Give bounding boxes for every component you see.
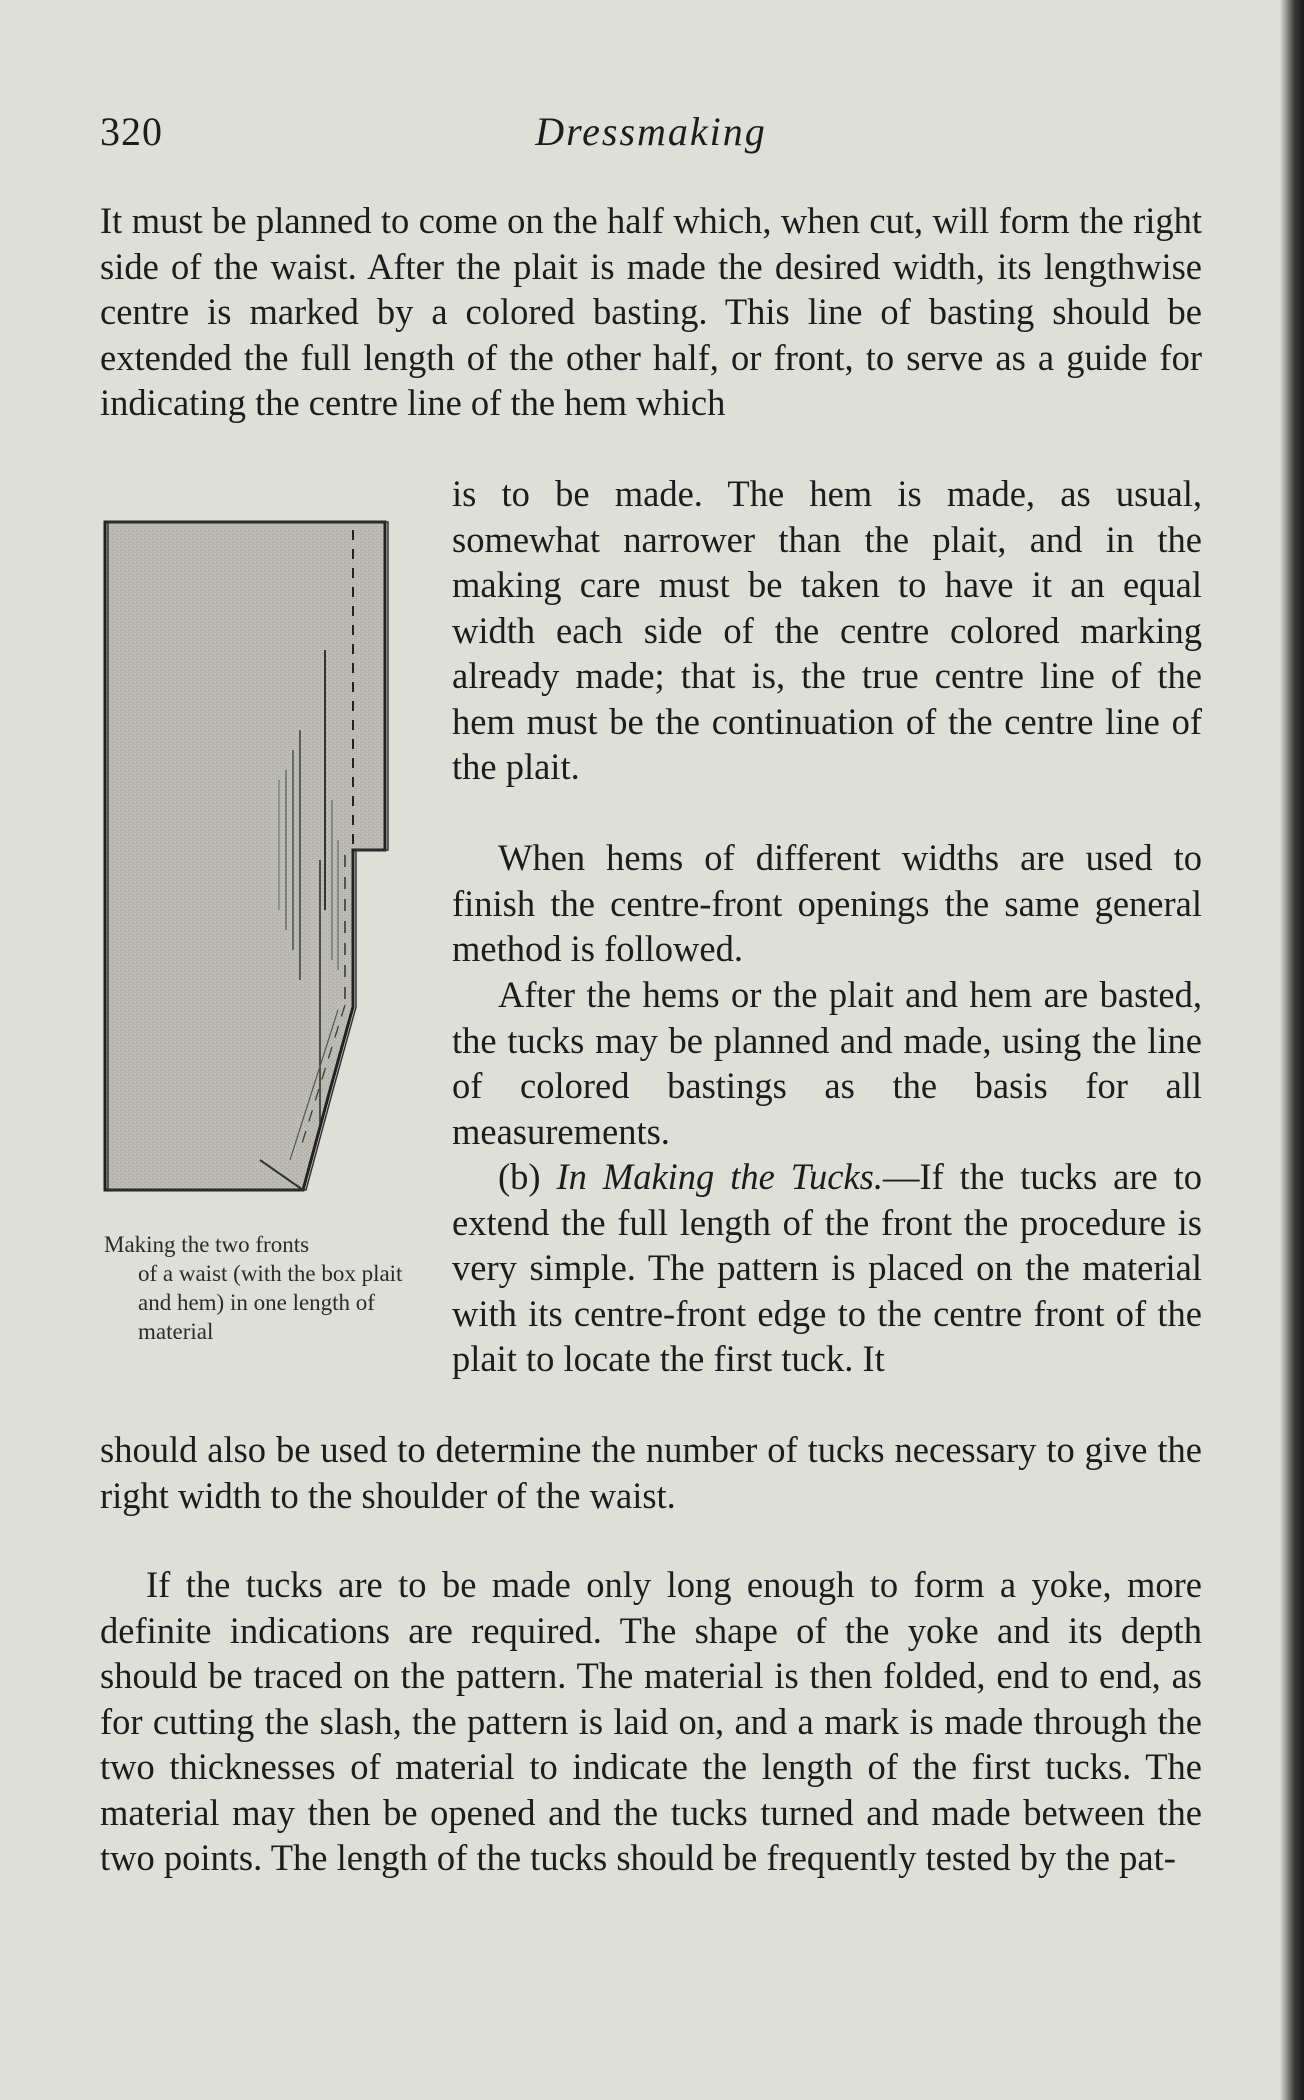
running-head [100, 108, 1202, 158]
section-label: (b) [498, 1156, 541, 1197]
section-heading: In Making the Tucks. [556, 1156, 883, 1197]
paragraph-3: After the hems or the plait and hem are basted, the tucks may be planned and made, using the line of colored bastings as the basis for all measurements. [452, 974, 1202, 1152]
paragraph-4 [452, 1154, 1202, 1382]
page-number: 320 [100, 109, 163, 154]
waist-fronts-illustration [100, 510, 420, 1200]
running-title: Dressmaking [535, 109, 767, 154]
page-edge [1280, 0, 1304, 2100]
caption-remaining-lines: of a waist (with the box plait and hem) in one length of material [138, 1261, 403, 1344]
paragraph-2: When hems of different widths are used to finish the centre-front openings the same general method is followed. [452, 837, 1202, 969]
caption-first-line: Making the two fronts [104, 1232, 310, 1257]
paragraph-1: It must be planned to come on the half which, when cut, will form the right side of the waist. After the plait is made the desired width, its lengthwise centre is marked by a colored basting. This line of basting should be extended the full length of the other half, or front, to serve as a guide for indicating the centre line of the hem which [100, 200, 1202, 423]
figure-caption [104, 1230, 409, 1346]
paragraph-4-continued: should also be used to determine the number of tucks necessary to give the right width to the shoulder of the waist. [100, 1429, 1202, 1516]
paragraph-5: If the tucks are to be made only long enough to form a yoke, more definite indications are required. The shape of the yoke and its depth should be traced on the pattern. The material is then folded, end to end, as for cutting the slash, the pattern is laid on, and a mark is made through the two thicknesses of material to indicate the length of the first tucks. The material may then be opened and the tucks turned and made between the two points. The length of the tucks should be frequently tested by the pat- [100, 1564, 1202, 1878]
paragraph-4-text: —If the tucks are to extend the full length of the front the procedure is very simple. The pattern is placed on the material with its centre-front edge to the centre front of the plait to locate the first tuck. It [452, 1156, 1202, 1379]
paragraph-1-continued: is to be made. The hem is made, as usual, somewhat narrower than the plait, and in the making care must be taken to have it an equal width each side of the centre colored marking already made; that is, the true centre line of the hem must be the continuation of the centre line of the plait. [452, 473, 1202, 787]
